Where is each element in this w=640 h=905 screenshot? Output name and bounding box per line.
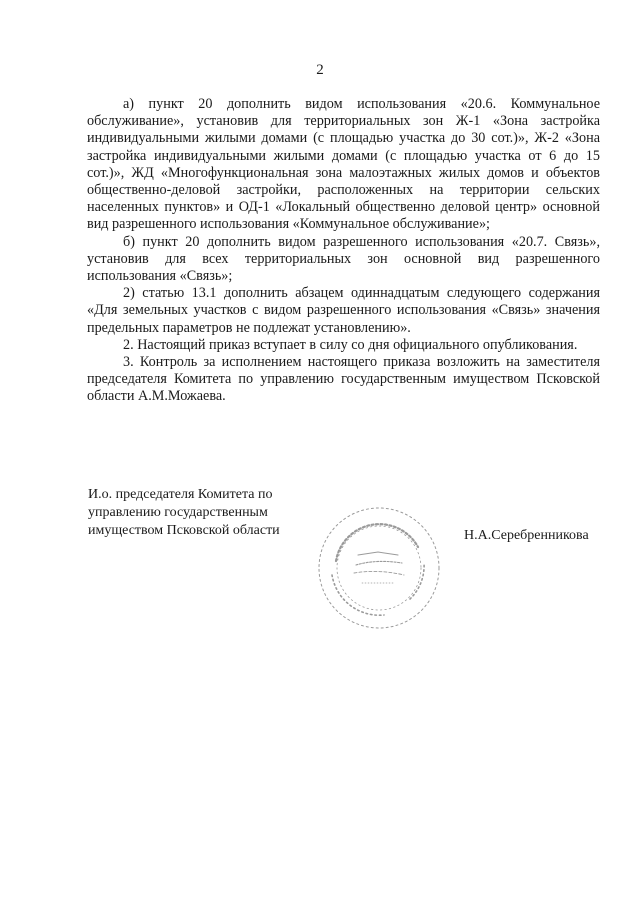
paragraph-item-a: а) пункт 20 дополнить видом использования «20.6. Коммунальное обслуживание», установив для территориальных зон Ж-1 «Зона застройка индивидуальными жилыми домами (с площадью участка до 30 сот.)», Ж-2 «Зона застройка индивидуальными жилыми домами (с площадью участка от 6 до 15 сот.)», ЖД «Многофункциональная зона малоэтажных жилых домов и объектов общественно-деловой застройки, расположенных на территории сельских населенных пунктов» и ОД-1 «Локальный общественно деловой центр» основной вид разрешенного использования «Коммунальное обслуживание»; (87, 96, 600, 233)
page-number: 2 (316, 62, 324, 78)
seal-lettering-arc (332, 575, 384, 615)
signatory-name: Н.А.Серебренникова (464, 528, 589, 543)
official-seal-stamp (314, 503, 444, 633)
paragraph-item-3-control: 3. Контроль за исполнением настоящего приказа возложить на заместителя председателя Комитета по управлению государственным имуществом Псковской области А.М.Можаева. (87, 354, 600, 405)
paragraph-item-b: б) пункт 20 дополнить видом разрешенного использования «20.7. Связь», установив для всех территориальных зон основной вид разрешенного использования «Связь»; (87, 233, 600, 285)
seal-lettering-arc (336, 524, 418, 561)
document-body (87, 96, 600, 406)
signatory-position-line: И.о. председателя Комитета по (88, 487, 273, 502)
seal-center-mark (358, 552, 398, 555)
signatory-position-line: имуществом Псковской области (88, 523, 280, 538)
seal-inner-ring (337, 526, 421, 610)
seal-center-mark (354, 571, 404, 575)
signatory-position-line: управлению государственным (88, 505, 268, 520)
signatory-position (88, 486, 280, 540)
paragraph-item-2-article: 2) статью 13.1 дополнить абзацем одиннадцатым следующего содержания «Для земельных участков с видом разрешенного использования «Связь» значения предельных параметров не подлежат установлению». (87, 285, 600, 336)
paragraph-item-2-effect: 2. Настоящий приказ вступает в силу со дня официального опубликования. (123, 336, 578, 353)
seal-center-mark (356, 561, 402, 565)
